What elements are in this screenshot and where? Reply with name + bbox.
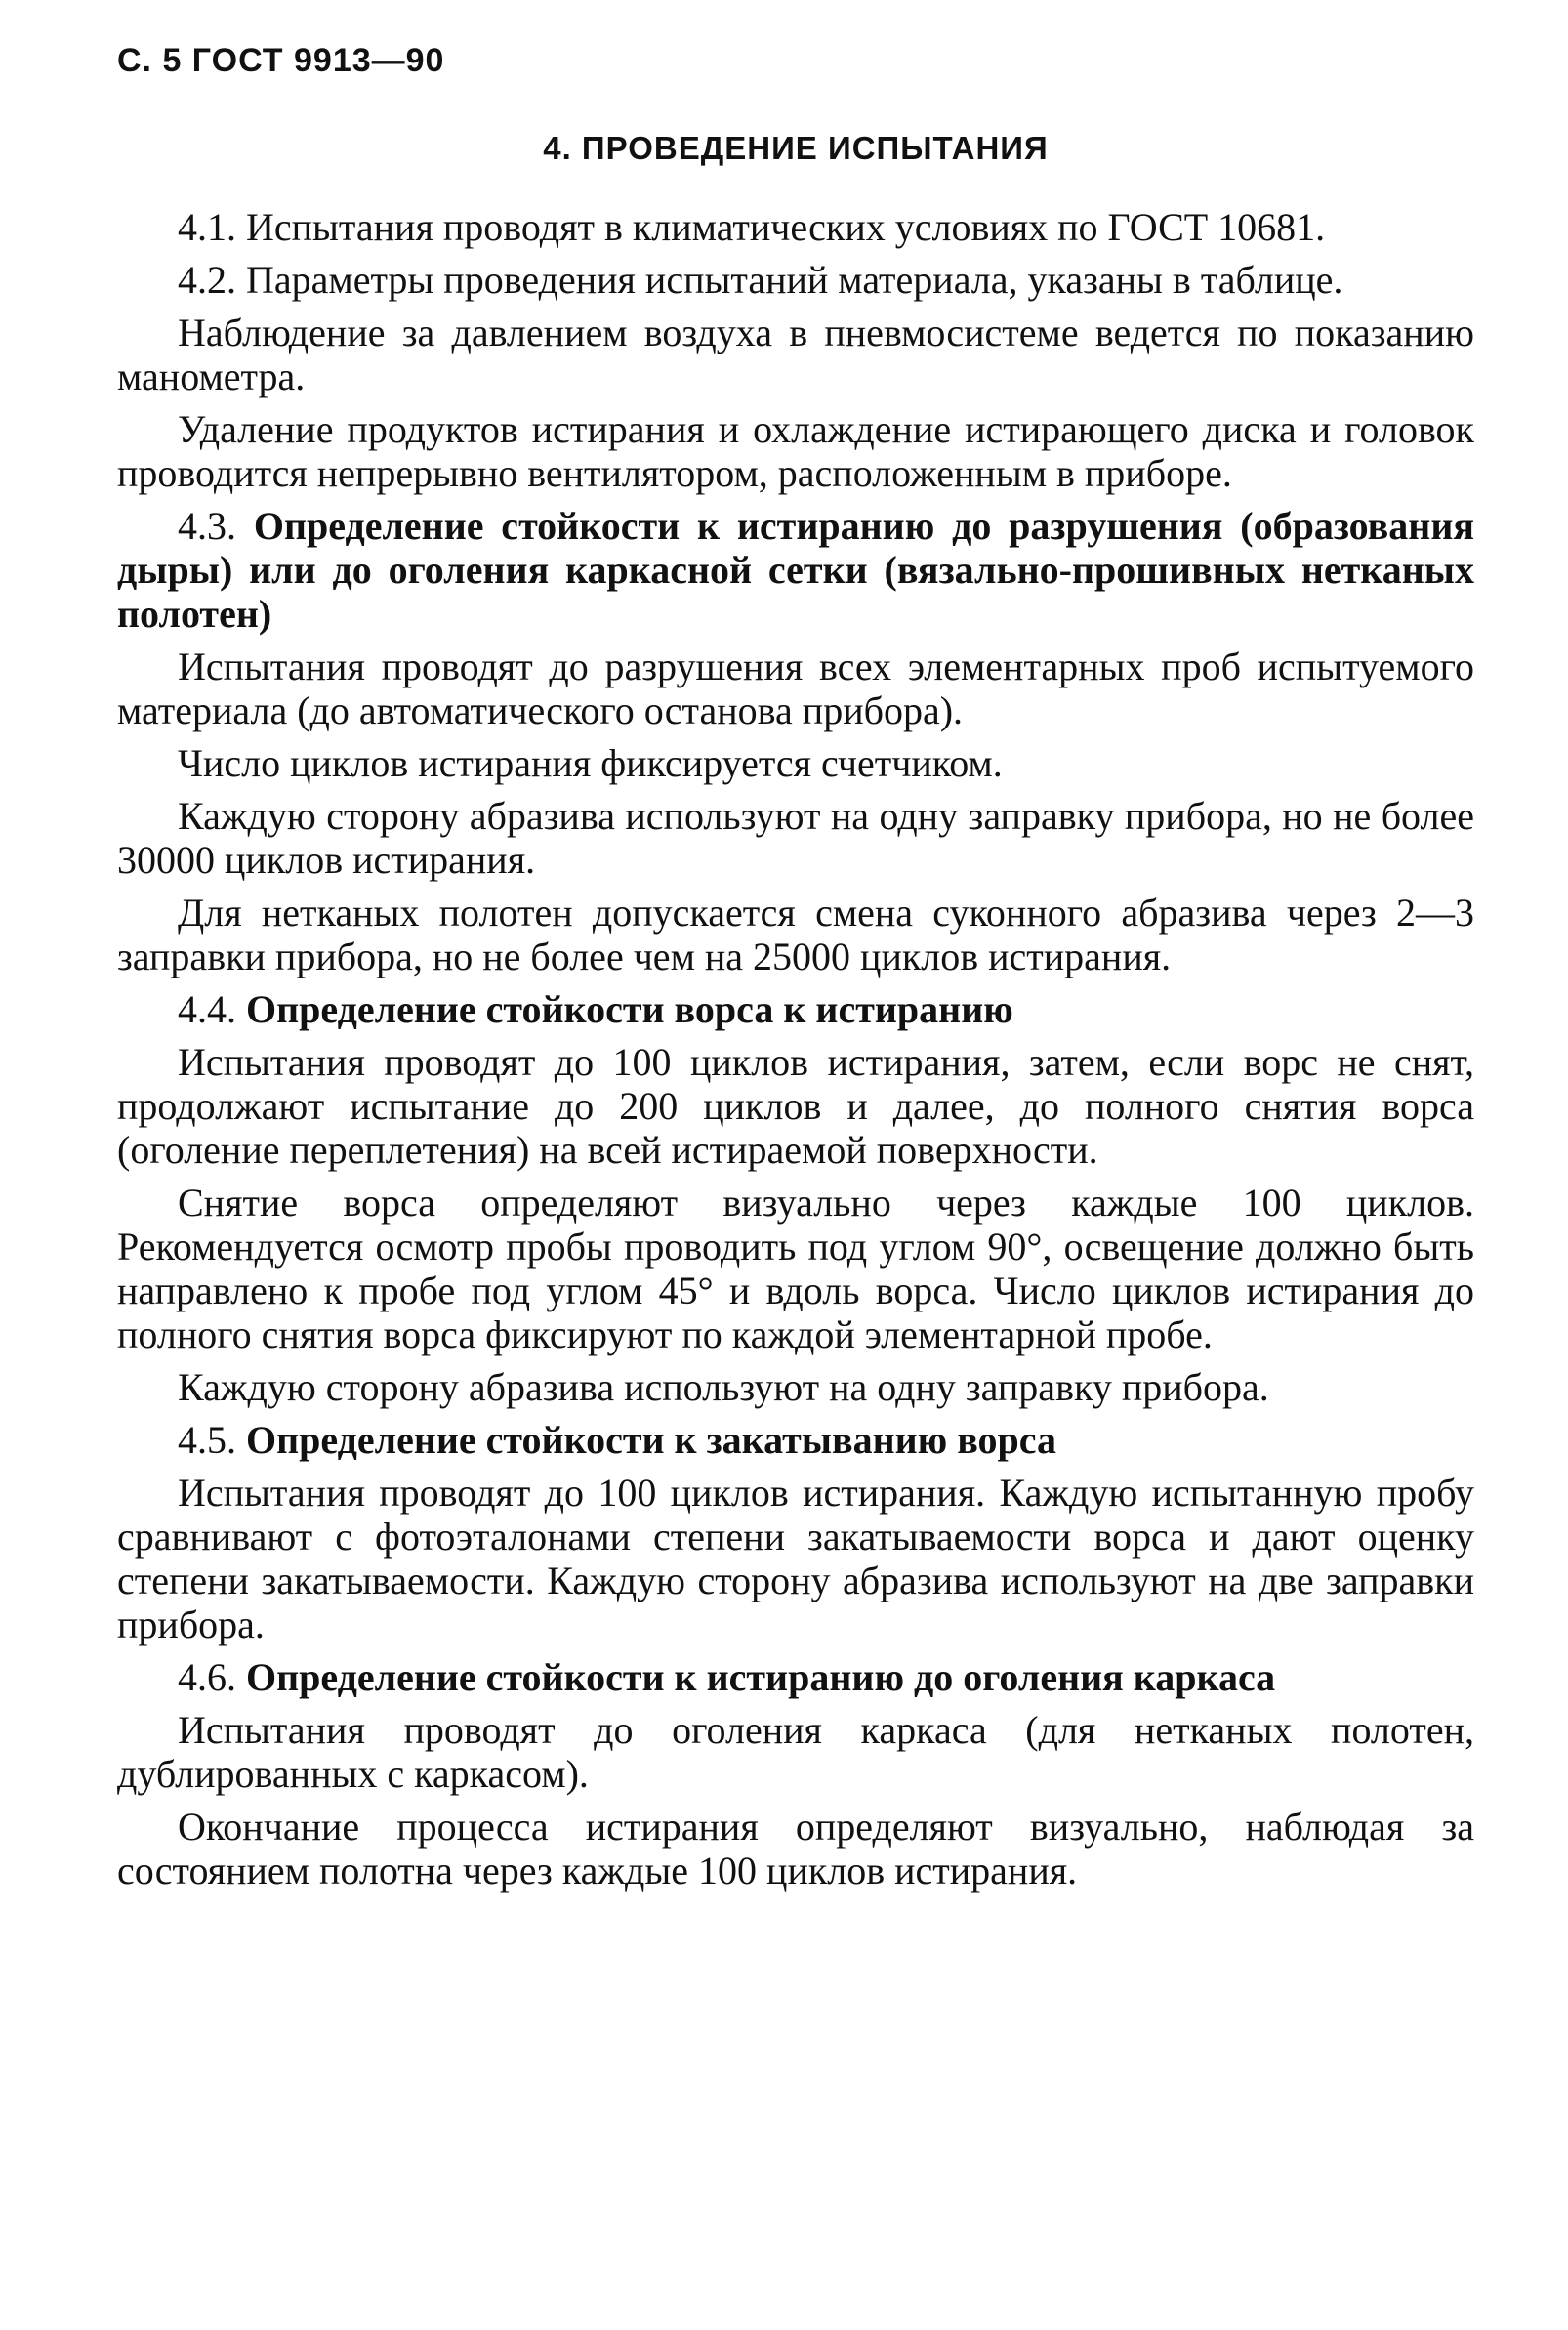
paragraph-4-1: 4.1. Испытания проводят в климатических условиях по ГОСТ 10681. [178, 205, 1326, 249]
paragraph-4-4-a: Испытания проводят до 100 циклов истирания, затем, если ворс не снят, продолжают испытание до 200 циклов и далее, до полного снятия ворса (оголение переплетения) на всей истираемой поверхности. [117, 1040, 1474, 1172]
subheading-4-4 [117, 987, 1474, 1031]
paragraph-4-2-air-pressure: Наблюдение за давлением воздуха в пневмосистеме ведется по показанию манометра. [117, 311, 1474, 398]
paragraph-4-4-b: Снятие ворса определяют визуально через каждые 100 циклов. Рекомендуется осмотр пробы проводить под углом 90°, освещение должно быть направлено к пробе под углом 45° и вдоль ворса. Число циклов истирания до полного снятия ворса фиксируют по каждой элементарной пробе. [117, 1181, 1474, 1356]
paragraph-4-6-b: Окончание процесса истирания определяют визуально, наблюдая за состоянием полотна через каждые 100 циклов истирания. [117, 1805, 1474, 1893]
paragraph-4-3-d: Для нетканых полотен допускается смена суконного абразива через 2—3 заправки прибора, но не более чем на 25000 циклов истирания. [117, 891, 1474, 978]
paragraph-4-3-c: Каждую сторону абразива используют на одну заправку прибора, но не более 30000 циклов истирания. [117, 794, 1474, 882]
subheading-4-3-number: 4.3. [178, 504, 236, 548]
section-title: 4. ПРОВЕДЕНИЕ ИСПЫТАНИЯ [543, 130, 1049, 166]
subheading-4-6-title: Определение стойкости к истиранию до оголения каркаса [246, 1655, 1276, 1699]
page-header: С. 5 ГОСТ 9913—90 [117, 42, 445, 79]
paragraph-4-6-a: Испытания проводят до оголения каркаса (для нетканых полотен, дублированных с каркасом). [117, 1708, 1474, 1796]
subheading-4-6-number: 4.6. [178, 1655, 236, 1699]
paragraph-4-2-cooling: Удаление продуктов истирания и охлаждение истирающего диска и головок проводится непрерывно вентилятором, расположенным в приборе. [117, 407, 1474, 495]
subheading-4-3 [117, 504, 1474, 636]
document-page [117, 39, 1474, 1901]
subheading-4-4-title: Определение стойкости ворса к истиранию [246, 987, 1013, 1031]
subheading-4-5 [117, 1418, 1474, 1462]
subheading-4-5-number: 4.5. [178, 1418, 236, 1462]
subheading-4-5-title: Определение стойкости к закатыванию ворса [246, 1418, 1057, 1462]
paragraph-4-3-a: Испытания проводят до разрушения всех элементарных проб испытуемого материала (до автоматического останова прибора). [117, 645, 1474, 732]
subheading-4-6 [117, 1655, 1474, 1699]
paragraph-4-5-a: Испытания проводят до 100 циклов истирания. Каждую испытанную пробу сравнивают с фотоэталонами степени закатываемости ворса и дают оценку степени закатываемости. Каждую сторону абразива используют на две заправки прибора. [117, 1471, 1474, 1646]
paragraph-4-2: 4.2. Параметры проведения испытаний материала, указаны в таблице. [178, 258, 1343, 302]
paragraph-4-4-c: Каждую сторону абразива используют на одну заправку прибора. [178, 1365, 1269, 1409]
paragraph-4-3-b: Число циклов истирания фиксируется счетчиком. [178, 741, 1003, 785]
subheading-4-4-number: 4.4. [178, 987, 236, 1031]
subheading-4-3-title: Определение стойкости к истиранию до разрушения (образования дыры) или до оголения каркасной сетки (вязально-прошивных нетканых полотен) [117, 504, 1475, 636]
